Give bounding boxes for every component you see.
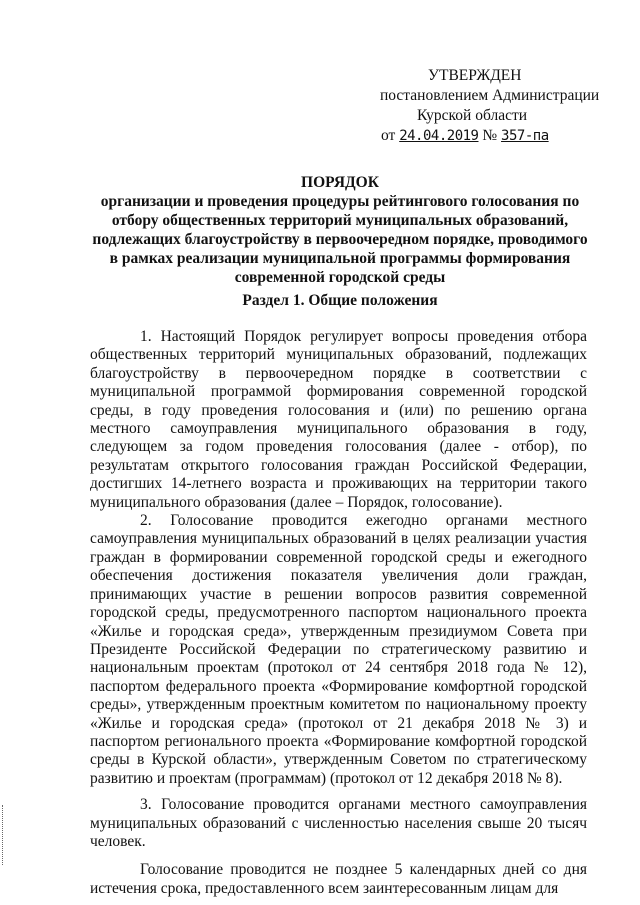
approval-stamp xyxy=(380,66,610,146)
title-line: отбору общественных территорий муниципальных образований, xyxy=(111,212,569,229)
approval-number: 357-па xyxy=(501,128,549,144)
document-body xyxy=(90,320,587,898)
title-line: организации и проведения процедуры рейтингового голосования по xyxy=(100,193,580,210)
title-line: подлежащих благоустройству в первоочередном порядке, проводимого xyxy=(92,231,588,248)
title-heading: ПОРЯДОК xyxy=(301,174,379,191)
title-line: современной городской среды xyxy=(234,269,446,286)
approval-date: 24.04.2019 xyxy=(399,128,479,144)
approval-date-line xyxy=(380,126,610,146)
paragraph-1: 1. Настоящий Порядок регулирует вопросы проведения отбора общественных территорий муниципальных образований, подлежащих благоустройству в первоочередном порядке в соответствии с муниципальной программой формирования современной городской среды, в году проведения голосования и (или) по решению органа местного самоуправления муниципального образования в году, следующем за годом проведения голосования (далее - отбор), по результатам открытого голосования граждан Российской Федерации, достигших 14-летнего возраста и проживающих на территории такого муниципального образования (далее – Порядок, голосование). xyxy=(90,328,587,511)
title-line: в рамках реализации муниципальной программы формирования xyxy=(109,250,571,267)
paragraph-3: 3. Голосование проводится органами местного самоуправления муниципальных образований с численностью населения свыше 20 тысяч человек. xyxy=(90,796,587,850)
document-title xyxy=(90,173,590,287)
paragraph-4: Голосование проводится не позднее 5 календарных дней со дня истечения срока, предоставленного всем заинтересованным лицам для xyxy=(90,861,587,897)
number-prefix: № xyxy=(482,127,498,144)
paragraph-2: 2. Голосование проводится ежегодно органами местного самоуправления муниципальных образований в целях реализации участия граждан в формировании современной городской среды и ежегодного обеспечения достижения показателя увеличения доли граждан, принимающих участие в решении вопросов развития современной городской среды, предусмотренного паспортом национального проекта «Жилье и городская среда», утвержденным президиумом Совета при Президенте Российской Федерации по стратегическому развитию и национальным проектам (протокол от 24 сентября 2018 года № 12), паспортом федерального проекта «Формирование комфортной городской среды», утвержденным проектным комитетом по национальному проекту «Жилье и городская среда» (протокол от 21 декабря 2018 № 3) и паспортом регионального проекта «Формирование комфортной городской среды в Курской области», утвержденным Советом по стратегическому развитию и проектам (программам) (протокол от 12 декабря 2018 № 8). xyxy=(90,512,587,787)
approval-title: УТВЕРЖДЕН xyxy=(428,67,522,84)
section-heading: Раздел 1. Общие положения xyxy=(242,292,438,309)
approval-region: Курской области xyxy=(417,107,528,124)
date-prefix: от xyxy=(381,127,396,144)
margin-scan-mark xyxy=(2,805,4,865)
approval-authority: постановлением Администрации xyxy=(380,87,600,104)
